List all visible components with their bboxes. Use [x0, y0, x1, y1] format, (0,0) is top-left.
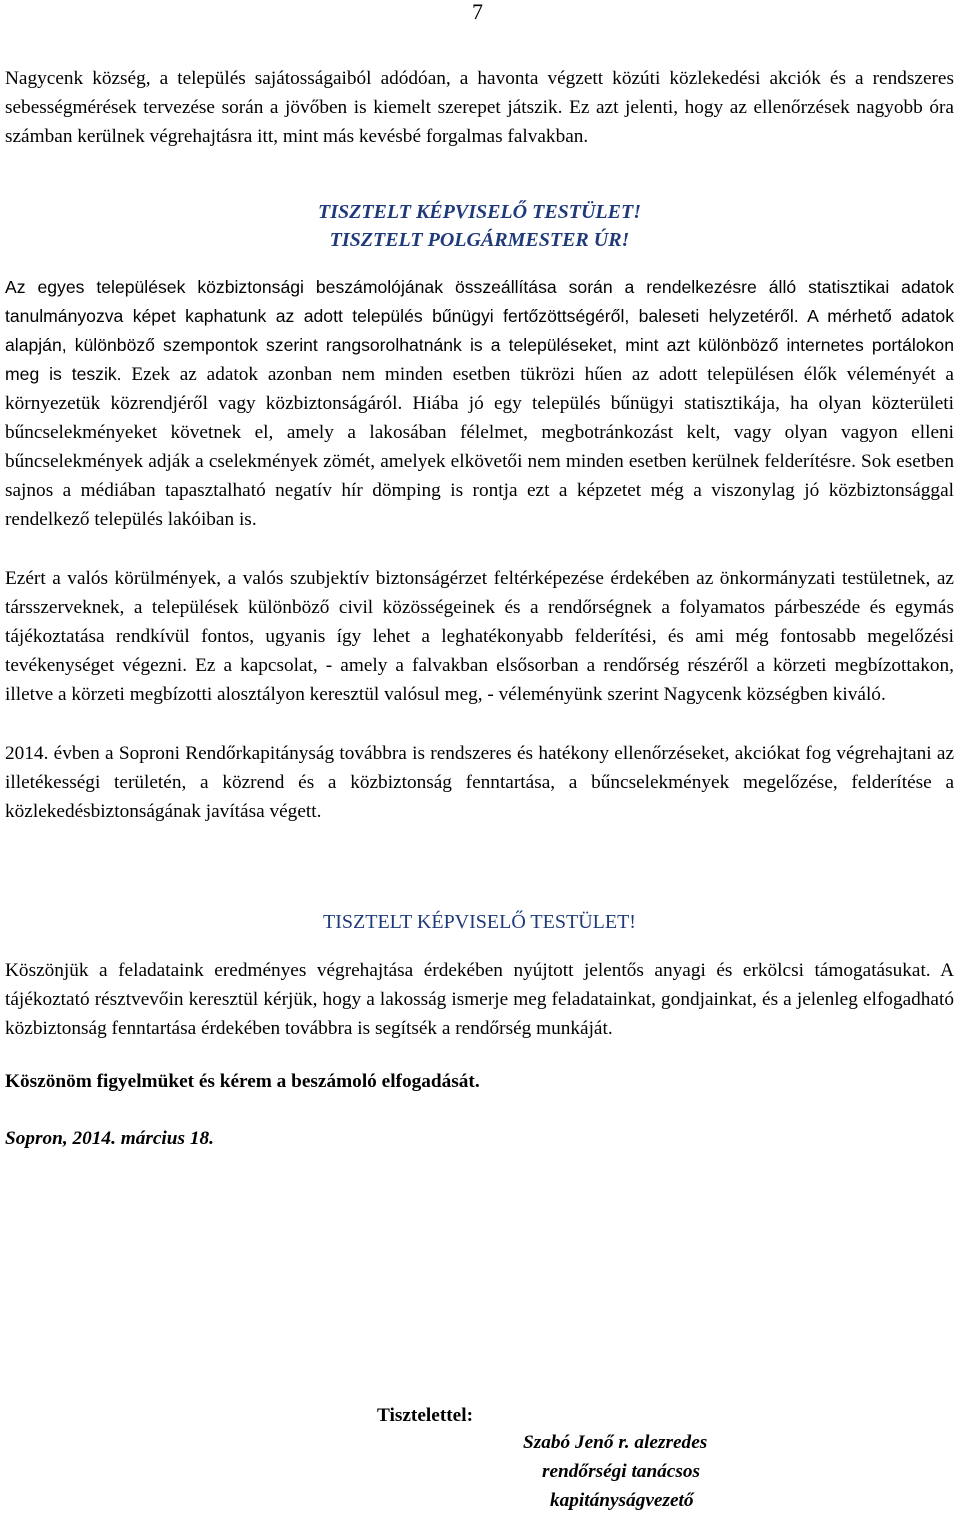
intro-paragraph: Nagycenk község, a település sajátosságaiból adódóan, a havonta végzett közúti közlekedési akciók és a rendszeres sebességmérések tervezése során a jövőben is kiemelt szerepet játszik. Ez azt jelenti, hogy az ellenőrzések nagyobb óra számban kerülnek végrehajtásra itt, mint más kevésbé forgalmas falvakban.	[5, 68, 954, 147]
heading-1-line-1: TISZTELT KÉPVISELŐ TESTÜLET!	[317, 201, 641, 223]
paragraph-2-part-3: Ezek az adatok azonban nem minden esetben tükrözi hűen az adott településen élők véleményét a környezetük közrendjéről vagy közbiztonságáról. Hiába jó egy település bűnügyi statisztikája, ha olyan közterületi bűncselekményeket követnek el, amely a lakosában félelmet, megbotránkozást kelt, vagy olyan vagyon elleni bűncselekmények adják a cselekmények zömét, amelyek elkövetői nem minden esetben kerülnek felderítésre. Sok esetben sajnos a médiában tapasztalható negatív hír dömping is rontja ezt a képzetet még a viszonylag jó közbiztonsággal rendelkező település lakóiban is.	[5, 364, 954, 530]
salutation: Tisztelettel:	[377, 1405, 474, 1426]
closing-request: Köszönöm figyelmüket és kérem a beszámoló elfogadását.	[5, 1071, 480, 1092]
signer-name: Szabó Jenő r. alezredes	[523, 1432, 708, 1453]
signer-title-2: kapitányságvezető	[550, 1490, 694, 1511]
paragraph-2-part-2: A mérhető adatok alapján, különböző szempontok szerint rangsorolhatnánk is a településeket, mint azt különböző internetes portálokon meg is teszik.	[5, 306, 954, 384]
heading-1	[5, 198, 954, 254]
paragraph-2-part-1: Az egyes települések közbiztonsági beszámolójának összeállítása során a rendelkezésre álló statisztikai adatok tanulmányozva képet kaphatunk az adott település bűnügyi fertőzöttségéről, baleseti helyzetéről.	[5, 277, 954, 326]
heading-2: TISZTELT KÉPVISELŐ TESTÜLET!	[323, 911, 636, 933]
signer-title-1: rendőrségi tanácsos	[542, 1461, 701, 1482]
place-date: Sopron, 2014. március 18.	[5, 1128, 214, 1149]
paragraph-2	[5, 273, 954, 534]
paragraph-3: Ezért a valós körülmények, a valós szubjektív biztonságérzet feltérképezése érdekében az önkormányzati testületnek, az társszerveknek, a települések különböző civil közösségeinek és a rendőrségnek a folyamatos párbeszéde és egymás tájékoztatása rendkívül fontos, ugyanis így lehet a leghatékonyabb felderítési, és ami még fontosabb megelőzési tevékenységet végezni. Ez a kapcsolat, - amely a falvakban elsősorban a rendőrség részéről a körzeti megbízottakon, illetve a körzeti megbízotti alosztályon keresztül valósul meg, - véleményünk szerint Nagycenk községben kiváló.	[5, 568, 954, 705]
paragraph-5: Köszönjük a feladataink eredményes végrehajtása érdekében nyújtott jelentős anyagi és erkölcsi támogatásukat. A tájékoztató résztvevőin keresztül kérjük, hogy a lakosság ismerje meg feladatainkat, gondjainkat, és a jelenleg elfogadható közbiztonság fenntartása érdekében továbbra is segítsék a rendőrség munkáját.	[5, 960, 954, 1039]
document-body	[5, 64, 954, 1153]
page-number: 7	[472, 0, 483, 24]
paragraph-4: 2014. évben a Soproni Rendőrkapitányság továbbra is rendszeres és hatékony ellenőrzéseket, akciókat fog végrehajtani az illetékességi területén, a közrend és a közbiztonság fenntartása, a bűncselekmények megelőzése, felderítése a közlekedésbiztonságának javítása végett.	[5, 743, 954, 822]
heading-1-line-2: TISZTELT POLGÁRMESTER ÚR!	[329, 229, 630, 251]
